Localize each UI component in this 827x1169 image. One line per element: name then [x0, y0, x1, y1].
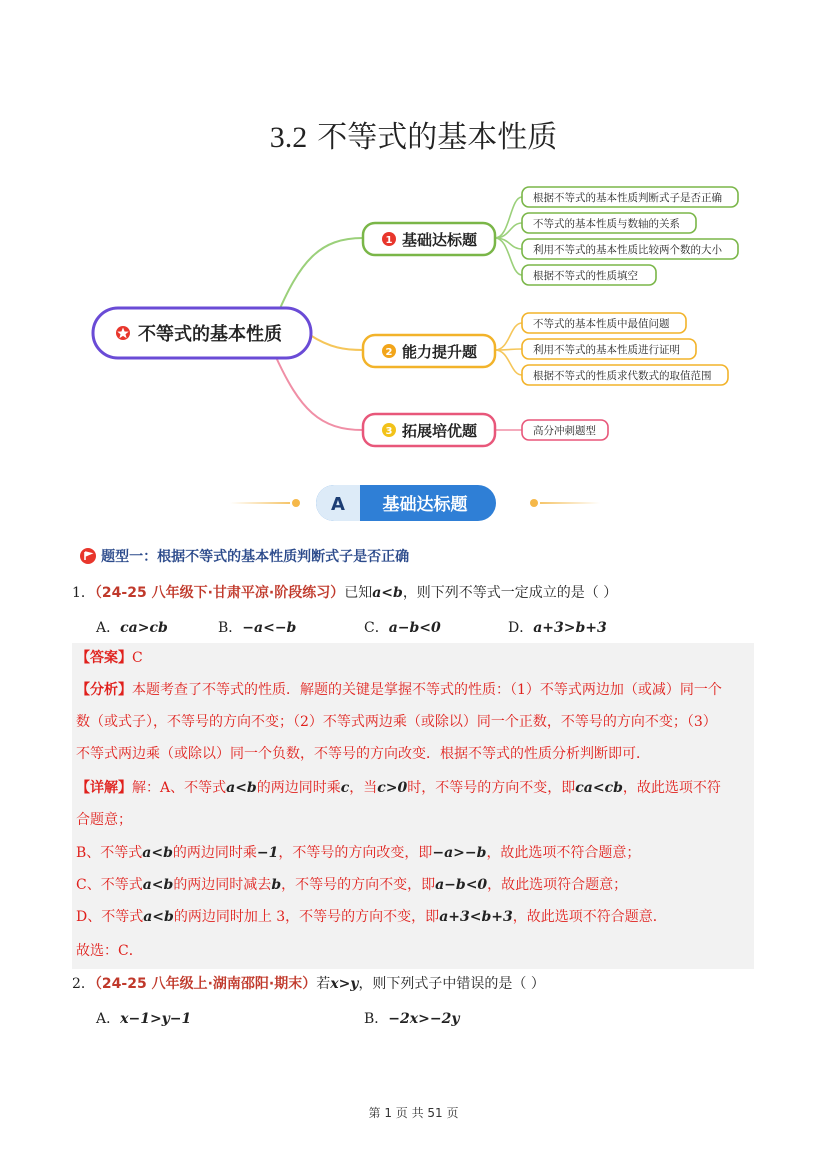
q1-option-b: B．−a<−b: [218, 620, 297, 636]
question-1: 1．（24-25 八年级下·甘肃平凉·阶段练习）已知a<b，则下列不等式一定成立的是（ ）: [72, 585, 618, 601]
svg-text:根据不等式的基本性质判断式子是否正确: 根据不等式的基本性质判断式子是否正确: [533, 192, 722, 204]
svg-text:利用不等式的基本性质比较两个数的大小: 利用不等式的基本性质比较两个数的大小: [533, 244, 722, 256]
question-2: 2．（24-25 八年级上·湖南邵阳·期末）若x>y，则下列式子中错误的是（ ）: [72, 976, 545, 992]
q1-option-a: A．ca>cb: [96, 620, 168, 636]
mindmap-root: [93, 308, 311, 358]
q1-option-d: D．a+3>b+3: [508, 620, 607, 636]
svg-text:高分冲刺题型: 高分冲刺题型: [533, 425, 596, 437]
q1-source: （24-25 八年级下·甘肃平凉·阶段练习）: [94, 585, 345, 601]
svg-text:利用不等式的基本性质进行证明: 利用不等式的基本性质进行证明: [533, 344, 680, 356]
leaf-1-3: [522, 239, 738, 259]
choice-line: 故选：C．: [76, 943, 143, 959]
svg-text:不等式的基本性质中最值问题: 不等式的基本性质中最值问题: [533, 318, 670, 330]
q2-source: （24-25 八年级上·湖南邵阳·期末）: [94, 976, 317, 992]
detail-line-4: D、不等式a<b的两边同时加上 3，不等号的方向不变，即a+3<b+3，故此选项不符合题意．: [76, 909, 667, 925]
detail-line-1: 【详解】解：A、不等式a<b的两边同时乘c，当c>0时，不等号的方向不变，即ca<cb，故此选项不符: [76, 780, 721, 796]
q1-condition: a<b: [372, 585, 403, 601]
q2-condition: x>y: [330, 976, 359, 992]
detail-line-1b: 合题意；: [76, 812, 132, 828]
svg-text:1: 1: [385, 235, 393, 246]
analysis-line-2: 数（或式子），不等号的方向不变；（2）不等式两边乘（或除以）同一个正数，不等号的方向不变；（3）: [76, 714, 717, 730]
analysis-line-3: 不等式两边乘（或除以）同一个负数，不等号的方向改变．根据不等式的性质分析判断即可．: [76, 746, 650, 762]
banner-label: 基础达标题: [382, 495, 468, 515]
q2-option-a: A．x−1>y−1: [96, 1011, 192, 1027]
mindmap: [0, 170, 827, 455]
section-heading: [80, 546, 409, 566]
leaf-3-1: [522, 420, 608, 440]
title-text: 不等式的基本性质: [317, 120, 558, 155]
page-footer: 第 1 页 共 51 页: [368, 1106, 459, 1120]
detail-line-2: B、不等式a<b的两边同时乘−1，不等号的方向改变，即−a>−b，故此选项不符合题意；: [76, 845, 641, 861]
q2-option-b: B．−2x>−2y: [364, 1011, 460, 1027]
svg-text:根据不等式的性质填空: 根据不等式的性质填空: [533, 270, 638, 282]
svg-text:根据不等式的性质求代数式的取值范围: 根据不等式的性质求代数式的取值范围: [533, 370, 712, 382]
q2-number: 2．: [72, 976, 95, 992]
answer-line: 【答案】C: [76, 650, 143, 666]
connector-branch-2: [310, 335, 363, 350]
mindmap-branch-3: [363, 414, 495, 446]
banner-letter: A: [331, 494, 345, 515]
section-title: 题型一：根据不等式的基本性质判断式子是否正确: [101, 549, 410, 565]
leaf-2-1: [522, 313, 686, 333]
page-title: [0, 112, 827, 156]
branch-3-label: 拓展培优题: [402, 422, 478, 440]
leaf-1-1: [522, 187, 738, 207]
section-banner: [230, 480, 600, 526]
svg-text:不等式的基本性质与数轴的关系: 不等式的基本性质与数轴的关系: [533, 218, 680, 230]
svg-text:3: 3: [385, 426, 393, 437]
q1-option-c: C．a−b<0: [364, 620, 441, 636]
mindmap-branch-2: [363, 335, 495, 367]
q1-number: 1．: [72, 585, 95, 601]
connector-branch-3: [275, 355, 363, 430]
mindmap-branch-1: [363, 223, 495, 255]
leaf-2-3: [522, 365, 728, 385]
flag-icon: [80, 548, 96, 564]
title-number: 3.2: [269, 121, 308, 154]
leaf-1-4: [522, 265, 656, 285]
analysis-line-1: 【分析】本题考查了不等式的性质．解题的关键是掌握不等式的性质：（1）不等式两边加（或减）同一个: [76, 682, 722, 698]
detail-line-3: C、不等式a<b的两边同时减去b，不等号的方向不变，即a−b<0，故此选项符合题意；: [76, 877, 628, 893]
answer-value: C: [132, 650, 143, 666]
branch-2-label: 能力提升题: [402, 343, 478, 361]
leaf-1-2: [522, 213, 696, 233]
branch-1-label: 基础达标题: [402, 231, 478, 249]
leaf-2-2: [522, 339, 696, 359]
svg-text:2: 2: [385, 347, 393, 358]
root-label: 不等式的基本性质: [138, 324, 282, 345]
